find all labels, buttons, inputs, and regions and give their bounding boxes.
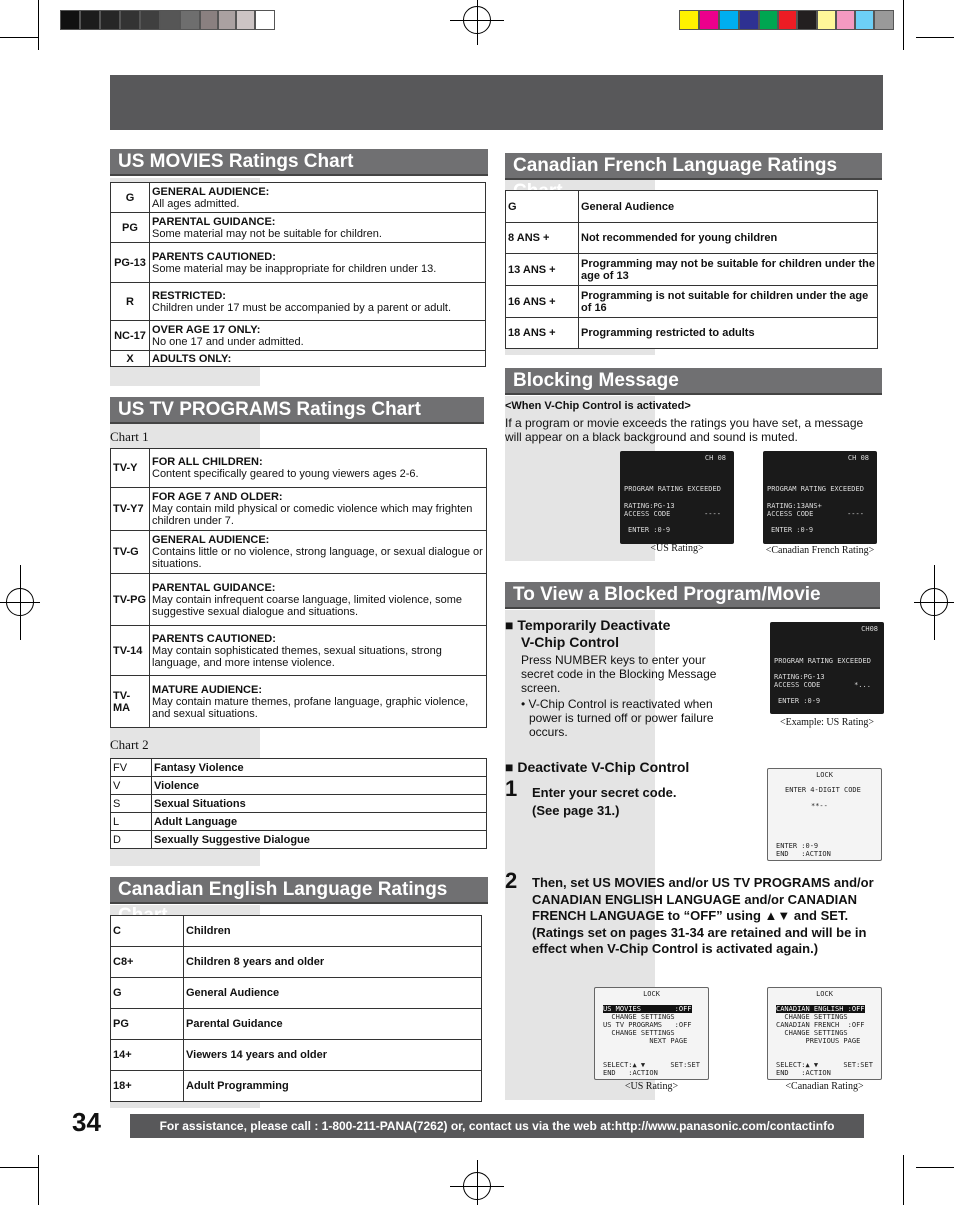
us-movies-heading: US MOVIES Ratings Chart	[110, 149, 488, 176]
table-row: PG PARENTAL GUIDANCE: Some material may not be suitable for children.	[111, 213, 486, 243]
us-tv-chart2-table	[110, 758, 487, 849]
deactivate-heading: ■ Deactivate V-Chip Control	[505, 759, 690, 775]
blocked-screen-us: CH 08 PROGRAM RATING EXCEEDED RATING:PG-13 ACCESS CODE ---- ENTER :0-9	[620, 451, 734, 544]
chart1-label: Chart 1	[110, 429, 149, 444]
page-number: 34	[72, 1107, 101, 1137]
table-row: TV-PG PARENTAL GUIDANCE: May contain infrequent coarse language, limited violence, some suggestive sexual dialogue and situations.	[111, 574, 487, 626]
step-1-number: 1	[505, 776, 518, 801]
table-row: C8+ Children 8 years and older	[111, 947, 482, 978]
table-row: TV-G GENERAL AUDIENCE: Contains little or no violence, strong language, or sexual dialogue or situations.	[111, 531, 487, 574]
table-row: TV-Y FOR ALL CHILDREN: Content specifically geared to young viewers ages 2-6.	[111, 449, 487, 488]
table-row: TV-14 PARENTS CAUTIONED: May contain sophisticated themes, sexual situations, strong language, and more intense violence.	[111, 626, 487, 676]
table-row: X ADULTS ONLY:	[111, 351, 486, 367]
step-1-text: Enter your secret code. (See page 31.)	[532, 785, 677, 818]
table-row: PG Parental Guidance	[111, 1009, 482, 1040]
table-row: G GENERAL AUDIENCE: All ages admitted.	[111, 183, 486, 213]
table-row: FV Fantasy Violence	[111, 759, 487, 777]
table-row: NC-17 OVER AGE 17 ONLY: No one 17 and under admitted.	[111, 321, 486, 351]
us-tv-heading: US TV PROGRAMS Ratings Chart	[110, 397, 484, 424]
lock-canadian-settings-screen: LOCK CANADIAN ENGLISH :OFF CHANGE SETTINGS CANADIAN FRENCH :OFF CHANGE SETTINGS PREVIOUS PAGE SELECT:▲ ▼ SET:SET END :ACTION	[767, 987, 882, 1080]
temp-deactivate-body: Press NUMBER keys to enter your secret code in the Blocking Message screen.	[521, 653, 717, 695]
canadian-english-heading: Canadian English Language Ratings	[110, 877, 488, 904]
view-blocked-heading: To View a Blocked Program/Movie	[505, 582, 880, 609]
table-row: TV-MA MATURE AUDIENCE: May contain mature themes, profane language, graphic violence, and sexual situations.	[111, 676, 487, 728]
lock-us-settings-screen: LOCK US MOVIES :OFF CHANGE SETTINGS US TV PROGRAMS :OFF CHANGE SETTINGS NEXT PAGE SELECT:▲ ▼ SET:SET END :ACTION	[594, 987, 709, 1080]
blocking-message-heading: Blocking Message	[505, 368, 882, 395]
table-row: 18 ANS + Programming restricted to adults	[506, 318, 878, 349]
table-row: 13 ANS + Programming may not be suitable for children under the age of 13	[506, 254, 878, 286]
table-row: 8 ANS + Not recommended for young children	[506, 223, 878, 254]
lock-code-screen: LOCK ENTER 4-DIGIT CODE **-- ENTER :0-9 END :ACTION	[767, 768, 882, 861]
caption-us-rating: <US Rating>	[650, 543, 704, 554]
table-row: 14+ Viewers 14 years and older	[111, 1040, 482, 1071]
table-row: TV-Y7 FOR AGE 7 AND OLDER: May contain mild physical or comedic violence which may frighten children under 7.	[111, 488, 487, 531]
table-row: L Adult Language	[111, 813, 487, 831]
table-row: 16 ANS + Programming is not suitable for children under the age of 16	[506, 286, 878, 318]
blocked-screen-canadian-french: CH 08 PROGRAM RATING EXCEEDED RATING:13ANS+ ACCESS CODE ---- ENTER :0-9	[763, 451, 877, 544]
blocking-subhead: <When V-Chip Control is activated>	[505, 400, 691, 412]
canadian-french-heading: Canadian French Language Ratings	[505, 153, 882, 180]
table-row: PG-13 PARENTS CAUTIONED: Some material may be inappropriate for children under 13.	[111, 243, 486, 283]
us-movies-table	[110, 182, 486, 367]
table-row: D Sexually Suggestive Dialogue	[111, 831, 487, 849]
table-row: S Sexual Situations	[111, 795, 487, 813]
footer-assistance: For assistance, please call : 1-800-211-PANA(7262) or, contact us via the web at:http://www.panasonic.com/contactinfo	[130, 1114, 864, 1138]
caption-canadian-french-rating: <Canadian French Rating>	[765, 545, 875, 556]
blocked-screen-example: CH08 PROGRAM RATING EXCEEDED RATING:PG-13 ACCESS CODE *... ENTER :0-9	[770, 622, 884, 714]
table-row: G General Audience	[506, 191, 878, 223]
caption-example-us-rating: <Example: US Rating>	[779, 717, 875, 728]
square-bullet-icon: ■	[505, 617, 514, 633]
table-row: C Children	[111, 916, 482, 947]
caption-us-rating-lock: <US Rating>	[624, 1081, 679, 1092]
temp-deactivate-heading: ■ Temporarily Deactivate V-Chip Control	[505, 617, 671, 650]
table-row: V Violence	[111, 777, 487, 795]
blocking-body: If a program or movie exceeds the ratings you have set, a message will appear on a black background and sound is muted.	[505, 416, 864, 444]
header-band	[110, 75, 883, 130]
canadian-french-table	[505, 190, 878, 349]
square-bullet-icon: ■	[505, 759, 514, 775]
table-row: G General Audience	[111, 978, 482, 1009]
step-2-number: 2	[505, 868, 518, 893]
table-row: 18+ Adult Programming	[111, 1071, 482, 1102]
table-row: R RESTRICTED: Children under 17 must be accompanied by a parent or adult.	[111, 283, 486, 321]
chart2-label: Chart 2	[110, 737, 149, 752]
canadian-english-table	[110, 915, 482, 1102]
step-2-text: Then, set US MOVIES and/or US TV PROGRAMS and/or CANADIAN ENGLISH LANGUAGE and/or CANADIAN FRENCH LANGUAGE to “OFF” using ▲▼ and SET. (Ratings set on pages 31-34 are retained and will be in effect when V-Chip Control is activated again.)	[532, 875, 874, 956]
caption-canadian-rating-lock: <Canadian Rating>	[785, 1081, 864, 1092]
us-tv-table	[110, 448, 487, 728]
temp-deactivate-bullet: • V-Chip Control is reactivated when power is turned off or power failure occurs.	[521, 697, 714, 739]
